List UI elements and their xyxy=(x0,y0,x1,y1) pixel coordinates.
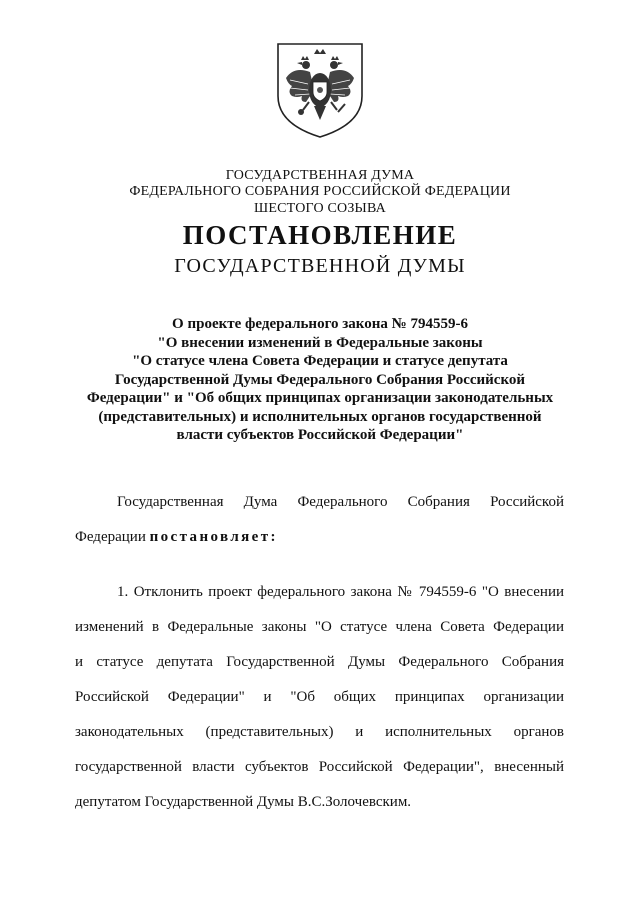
title-line: "О статусе члена Совета Федерации и статусе депутата xyxy=(132,353,508,369)
paragraph-line: государственной власти субъектов Российской Федерации", внесенный xyxy=(75,759,564,775)
decree-word: постановляет: xyxy=(149,529,278,545)
intro-line-decree xyxy=(75,528,278,546)
title-line: Федерации" и "Об общих принципах организации законодательных xyxy=(86,390,554,406)
intro-prefix: Федерации xyxy=(75,529,150,545)
title-line: "О внесении изменений в Федеральные законы xyxy=(157,334,483,351)
document-issuer: ГОСУДАРСТВЕННОЙ ДУМЫ xyxy=(174,255,466,277)
document-type: ПОСТАНОВЛЕНИЕ xyxy=(182,220,458,250)
paragraph-line: депутатом Государственной Думы В.С.Золочевским. xyxy=(75,794,412,810)
title-line: О проекте федерального закона № 794559-6 xyxy=(172,316,468,332)
paragraph-line: 1. Отклонить проект федерального закона № 794559-6 "О внесении xyxy=(117,584,564,600)
paragraph-line: и статусе депутата Государственной Думы Федерального Собрания xyxy=(75,654,564,670)
org-line-convocation: ШЕСТОГО СОЗЫВА xyxy=(254,201,386,216)
org-line-duma: ГОСУДАРСТВЕННАЯ ДУМА xyxy=(225,168,415,183)
intro-line: Государственная Дума Федерального Собрания Российской xyxy=(117,494,564,510)
paragraph-line: законодательных (представительных) и исполнительных органов xyxy=(75,724,564,740)
document-title xyxy=(60,315,580,445)
org-line-assembly: ФЕДЕРАЛЬНОГО СОБРАНИЯ РОССИЙСКОЙ ФЕДЕРАЦИИ xyxy=(129,184,511,199)
coat-of-arms-icon xyxy=(270,40,370,140)
paragraph-line: Российской Федерации" и "Об общих принципах организации xyxy=(75,689,564,705)
paragraph-line: изменений в Федеральные законы "О статусе члена Совета Федерации xyxy=(75,619,564,635)
title-line: Государственной Думы Федерального Собрания Российской xyxy=(114,371,526,388)
title-line: (представительных) и исполнительных органов государственной xyxy=(98,408,542,425)
title-line: власти субъектов Российской Федерации" xyxy=(176,427,464,443)
